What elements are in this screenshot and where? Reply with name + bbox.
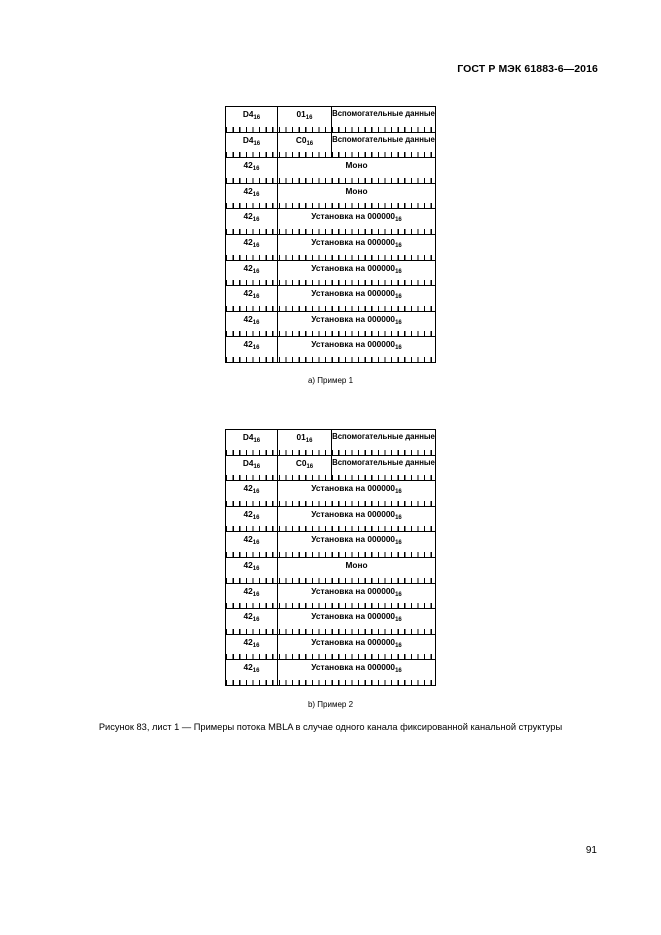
subscript: 16 (253, 140, 261, 147)
table-row (226, 635, 435, 661)
label-text: 42 (243, 313, 253, 324)
label-cell (226, 507, 278, 532)
label-cell (226, 158, 278, 183)
label-text: D4 (242, 134, 254, 145)
table-row (226, 312, 435, 338)
label-text: 42 (243, 662, 253, 673)
label-text: 42 (243, 508, 253, 519)
label-text: 42 (243, 585, 253, 596)
aux-data-cell (332, 430, 435, 455)
table-row (226, 133, 435, 159)
label-text: Установка на 000000 (311, 288, 396, 299)
label-text: 42 (243, 262, 253, 273)
subscript: 16 (252, 268, 260, 275)
label-text: Установка на 000000 (311, 313, 396, 324)
subscript: 16 (306, 140, 314, 147)
label-cell (226, 337, 278, 362)
subscript: 16 (252, 319, 260, 326)
label-text: Вспомогательные данные (332, 457, 435, 467)
label-text: Установка на 000000 (311, 483, 396, 494)
label-text: 42 (243, 483, 253, 494)
subscript: 16 (252, 591, 260, 598)
figure-title: Рисунок 83, лист 1 — Примеры потока MBLA в случае одного канала фиксированной канальной структуры (98, 722, 563, 732)
table-row (226, 235, 435, 261)
label-text: Установка на 000000 (311, 508, 396, 519)
subscript: 16 (252, 294, 260, 301)
table-row (226, 286, 435, 312)
label-cell (278, 456, 332, 481)
label-cell (226, 558, 278, 583)
label-text: 42 (243, 185, 253, 196)
page-number: 91 (585, 845, 597, 856)
subscript: 16 (305, 438, 313, 444)
label-text: Установка на 000000 (311, 339, 396, 350)
label-text: 42 (243, 534, 253, 545)
label-text: Моно (345, 160, 368, 171)
subscript: 16 (395, 345, 402, 352)
label-cell (226, 635, 278, 660)
subscript: 16 (252, 617, 260, 624)
subscript: 16 (395, 642, 402, 649)
set-cell (278, 261, 435, 286)
set-cell (278, 286, 435, 311)
label-text: Вспомогательные данные (332, 109, 435, 118)
label-text: Установка на 000000 (311, 262, 396, 273)
label-cell (226, 481, 278, 506)
subscript: 16 (253, 438, 261, 444)
table-row (226, 261, 435, 287)
label-text: 42 (243, 211, 253, 222)
subscript: 16 (252, 514, 260, 521)
table-row (226, 337, 435, 363)
subscript: 16 (395, 617, 402, 624)
subscript: 16 (395, 242, 402, 249)
label-text: Установка на 000000 (311, 236, 396, 247)
set-cell (278, 337, 435, 362)
set-cell (278, 481, 435, 506)
label-text: 42 (243, 339, 253, 350)
mono-cell (278, 158, 435, 183)
subscript: 16 (305, 115, 313, 121)
label-text: 01 (296, 432, 306, 442)
subscript: 16 (252, 345, 260, 352)
subscript: 16 (252, 166, 260, 173)
label-cell (226, 184, 278, 209)
label-text: D4 (242, 109, 254, 119)
label-cell (226, 312, 278, 337)
table-row (226, 532, 435, 558)
label-cell (226, 584, 278, 609)
table-row (226, 481, 435, 507)
label-text: Установка на 000000 (311, 585, 396, 596)
subscript: 16 (252, 565, 260, 572)
subscript: 16 (252, 242, 260, 249)
aux-data-cell (332, 107, 435, 132)
label-cell (226, 107, 278, 132)
label-text: Установка на 000000 (311, 534, 396, 545)
figure-b-caption: b) Пример 2 (307, 700, 354, 709)
label-text: Установка на 000000 (311, 611, 396, 622)
table-row (226, 107, 435, 133)
table-row (226, 456, 435, 482)
label-text: 42 (243, 636, 253, 647)
table-row (226, 430, 435, 456)
label-text: 42 (243, 236, 253, 247)
set-cell (278, 584, 435, 609)
subscript: 16 (395, 591, 402, 598)
subscript: 16 (253, 115, 261, 121)
table-row (226, 558, 435, 584)
label-cell (226, 235, 278, 260)
subscript: 16 (306, 463, 314, 470)
subscript: 16 (395, 217, 402, 224)
aux-data-cell (332, 133, 435, 158)
table-row (226, 158, 435, 184)
set-cell (278, 209, 435, 234)
label-text: 42 (243, 288, 253, 299)
label-text: 42 (243, 160, 253, 171)
figure-a-packet-table (225, 106, 436, 363)
label-text: 01 (296, 109, 306, 119)
subscript: 16 (252, 191, 260, 198)
set-cell (278, 312, 435, 337)
table-row (226, 660, 435, 686)
label-text: Установка на 000000 (311, 211, 396, 222)
label-cell (226, 609, 278, 634)
subscript: 16 (395, 294, 402, 301)
label-text: Вспомогательные данные (332, 134, 435, 144)
set-cell (278, 235, 435, 260)
label-text: 42 (243, 611, 253, 622)
label-text: Вспомогательные данные (332, 432, 435, 441)
label-cell (278, 430, 332, 455)
table-row (226, 609, 435, 635)
packet-table (225, 429, 436, 686)
subscript: 16 (395, 514, 402, 521)
set-cell (278, 635, 435, 660)
subscript: 16 (395, 268, 402, 275)
subscript: 16 (395, 489, 402, 496)
subscript: 16 (252, 540, 260, 547)
subscript: 16 (252, 642, 260, 649)
label-text: C0 (295, 134, 307, 145)
label-text: D4 (242, 457, 254, 468)
table-row (226, 507, 435, 533)
subscript: 16 (253, 463, 261, 470)
subscript: 16 (252, 668, 260, 675)
label-cell (278, 107, 332, 132)
figure-a-caption: а) Пример 1 (307, 376, 354, 385)
label-cell (226, 209, 278, 234)
set-cell (278, 532, 435, 557)
label-text: Моно (345, 559, 368, 570)
label-cell (226, 532, 278, 557)
label-cell (226, 133, 278, 158)
subscript: 16 (395, 540, 402, 547)
label-text: 42 (243, 559, 253, 570)
label-cell (226, 660, 278, 685)
label-text: C0 (295, 457, 307, 468)
set-cell (278, 507, 435, 532)
table-row (226, 184, 435, 210)
subscript: 16 (395, 668, 402, 675)
label-cell (278, 133, 332, 158)
mono-cell (278, 184, 435, 209)
aux-data-cell (332, 456, 435, 481)
subscript: 16 (252, 489, 260, 496)
label-text: Установка на 000000 (311, 662, 396, 673)
label-cell (226, 456, 278, 481)
packet-table (225, 106, 436, 363)
label-text: Моно (345, 185, 368, 196)
label-cell (226, 261, 278, 286)
label-cell (226, 430, 278, 455)
mono-cell (278, 558, 435, 583)
subscript: 16 (395, 319, 402, 326)
document-header: ГОСТ Р МЭК 61883-6—2016 (457, 63, 598, 75)
table-row (226, 209, 435, 235)
label-text: D4 (242, 432, 254, 442)
set-cell (278, 609, 435, 634)
figure-b-packet-table (225, 429, 436, 686)
label-cell (226, 286, 278, 311)
table-row (226, 584, 435, 610)
label-text: Установка на 000000 (311, 636, 396, 647)
set-cell (278, 660, 435, 685)
subscript: 16 (252, 217, 260, 224)
